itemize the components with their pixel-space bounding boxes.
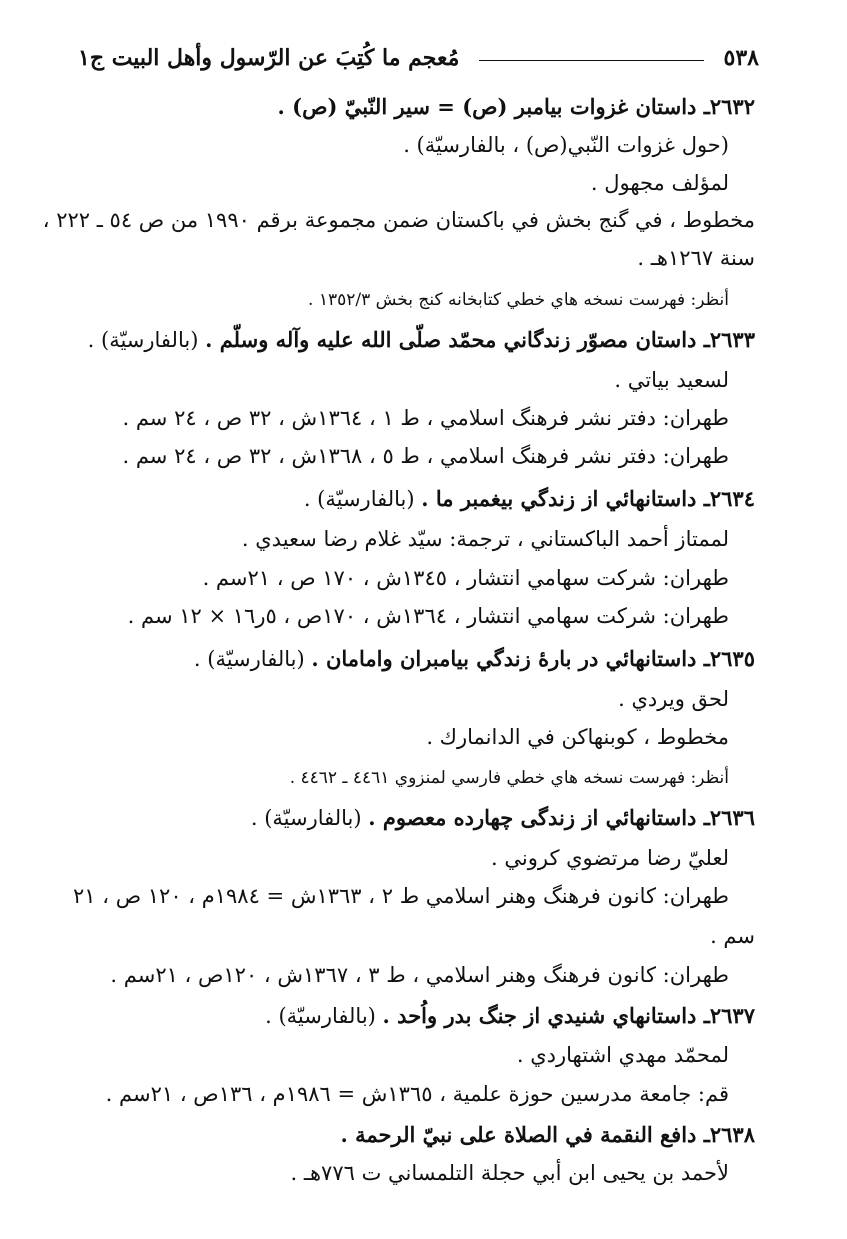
entry-reference: أنظر: فهرست نسخه هاي خطي كتابخانه كنج بخش ١٣٥٢/٣ . [308,290,729,310]
entry-line: طهران: كانون فرهنگ وهنر اسلامي ، ط ٣ ، ١٣٦٧ش ، ١٢٠ص ، ٢١سم . [110,963,729,987]
entry-line: طهران: كانون فرهنگ وهنر اسلامي ط ٢ ، ١٣٦٣ش = ١٩٨٤م ، ١٢٠ ص ، ٢١ [73,884,729,908]
entry-heading [194,644,755,674]
entry-title: ٢٦٣٧ـ داستانهاي شنيدي از جنگ بدر واُحد . [382,1003,755,1028]
entry-line: قم: جامعة مدرسين حوزة علمية ، ١٣٦٥ش = ١٩٨٦م ، ١٣٦ص ، ٢١سم . [105,1082,729,1106]
entry-line: طهران: دفتر نشر فرهنگ اسلامي ، ط ١ ، ١٣٦٤ش ، ٣٢ ص ، ٢٤ سم . [122,406,729,430]
entry-line: طهران: دفتر نشر فرهنگ اسلامي ، ط ٥ ، ١٣٦٨ش ، ٣٢ ص ، ٢٤ سم . [122,444,729,468]
entry-line: مخطوط ، كوبنهاكن في الدانمارك . [426,725,729,749]
entry-line: طهران: شركت سهامي انتشار ، ١٣٦٤ش ، ١٧٠ص ، ٥ر١٦ × ١٢ سم . [127,604,729,628]
entry-line: لحق ويردي . [618,687,729,711]
entry-heading [304,484,755,514]
page-header [78,38,759,78]
entry-line: سنة ١٢٦٧هـ . [637,246,755,270]
entry-title-note: (بالفارسيّة) . [250,806,362,830]
entry-heading [88,325,755,355]
entry-line: لأحمد بن يحيى ابن أبي حجلة التلمساني ت ٧٧٦هـ . [290,1161,729,1185]
entry-title: ٢٦٣٢ـ داستان غزوات بيامبر (ص) = سير النّبيّ (ص) . [277,94,755,119]
entry-line: لمحمّد مهدي اشتهاردي . [516,1043,729,1067]
header-rule [479,60,703,61]
entry-line: لمؤلف مجهول . [590,171,729,195]
entry-line: (حول غزوات النّبي(ص) ، بالفارسيّة) . [403,133,729,157]
entry-title-note: (بالفارسيّة) . [303,487,415,511]
entry-heading [251,803,755,833]
entry-line: لسعيد بياتي . [614,368,729,392]
entry-title: ٢٦٣٣ـ داستان مصوّر زندگاني محمّد صلّى الله عليه وآله وسلّم . [205,327,755,352]
entry-line: مخطوط ، في گنج بخش في باكستان ضمن مجموعة برقم ١٩٩٠ من ص ٥٤ ـ ٢٢٢ ، [42,208,755,232]
entry-title: ٢٦٣٦ـ داستانهائي از زندگى چهارده معصوم . [368,805,755,830]
entry-title: ٢٦٣٨ـ دافع النقمة في الصلاة على نبيّ الرحمة . [340,1122,755,1147]
entry-title-note: (بالفارسيّة) . [193,647,305,671]
entry-title: ٢٦٣٤ـ داستانهائي از زندگي بيغمبر ما . [421,486,755,511]
entry-line: لممتاز أحمد الباكستاني ، ترجمة: سيّد غلام رضا سعيدي . [241,527,729,551]
entry-reference: أنظر: فهرست نسخه هاي خطي فارسي لمنزوي ٤٤٦١ ـ ٤٤٦٢ . [289,768,729,788]
entry-line: سم . [710,924,755,948]
entry-title-note: (بالفارسيّة) . [265,1004,376,1028]
running-title: مُعجم ما كُتِبَ عن الرّسول وأهل البيت ج١ [78,45,460,71]
entry-line: لعليّ رضا مرتضوي كروني . [491,846,729,870]
entry-line: طهران: شركت سهامي انتشار ، ١٣٤٥ش ، ١٧٠ ص ، ٢١سم . [202,566,729,590]
page-number: ٥٣٨ [723,45,759,71]
entry-title-note: (بالفارسيّة) . [87,328,199,352]
entry-heading [265,1001,755,1031]
entry-title: ٢٦٣٥ـ داستانهائي در بارهٔ زندگي بيامبران وامامان . [311,646,755,671]
